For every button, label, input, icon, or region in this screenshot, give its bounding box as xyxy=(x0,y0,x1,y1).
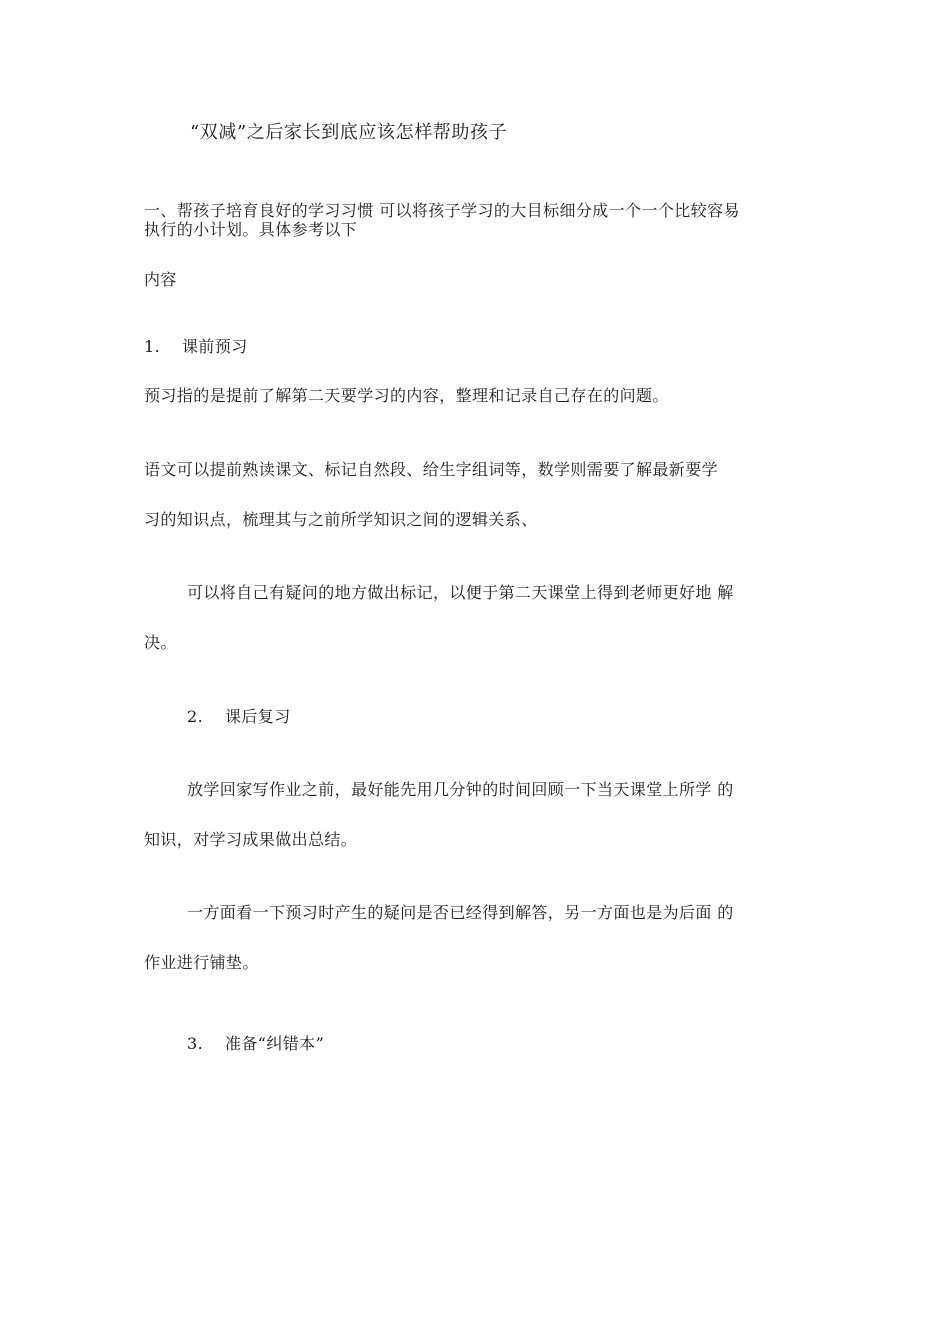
paragraph-4-line-1: 放学回家写作业之前，最好能先用几分钟的时间回顾一下当天课堂上所学 的 xyxy=(187,780,734,799)
paragraph-1: 预习指的是提前了解第二天要学习的内容，整理和记录自己存在的问题。 xyxy=(144,386,669,405)
paragraph-4-line-2: 知识，对学习成果做出总结。 xyxy=(144,830,358,849)
list-item-3-heading xyxy=(187,1034,324,1054)
list-item-label: 准备“纠错本” xyxy=(225,1034,325,1053)
list-item-label: 课前预习 xyxy=(182,337,248,356)
list-item-number: 3. xyxy=(187,1034,204,1053)
section-heading-line-1: 一、帮孩子培育良好的学习习惯 可以将孩子学习的大目标细分成一个一个比较容易 xyxy=(144,201,740,220)
section-heading-line-2: 执行的小计划。具体参考以下 xyxy=(144,220,358,239)
paragraph-5-line-1: 一方面看一下预习时产生的疑问是否已经得到解答，另一方面也是为后面 的 xyxy=(187,903,734,922)
list-item-number: 1. xyxy=(144,337,161,356)
section-heading-line-3: 内容 xyxy=(144,270,177,289)
paragraph-3-line-2: 决。 xyxy=(144,633,177,652)
list-item-number: 2. xyxy=(187,707,204,726)
paragraph-2-line-1: 语文可以提前熟读课文、标记自然段、给生字组词等，数学则需要了解最新要学 xyxy=(144,460,719,479)
list-item-1-heading xyxy=(144,337,248,357)
document-title: “双减”之后家长到底应该怎样帮助孩子 xyxy=(190,122,508,143)
list-item-label: 课后复习 xyxy=(225,707,291,726)
list-item-2-heading xyxy=(187,707,291,727)
paragraph-2-line-2: 习的知识点，梳理其与之前所学知识之间的逻辑关系、 xyxy=(144,510,538,529)
paragraph-3-line-1: 可以将自己有疑问的地方做出标记，以便于第二天课堂上得到老师更好地 解 xyxy=(187,583,734,602)
paragraph-5-line-2: 作业进行铺垫。 xyxy=(144,953,259,972)
